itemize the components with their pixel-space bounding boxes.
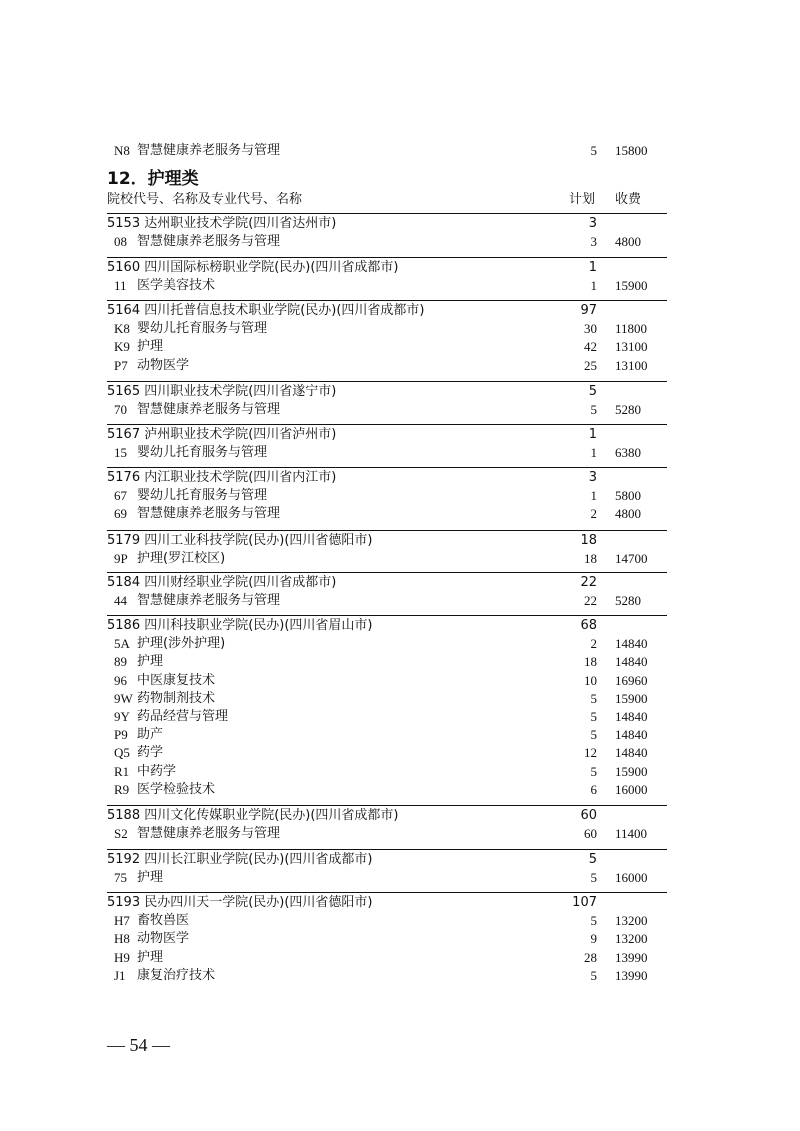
major-name: 婴幼儿托育服务与管理 (137, 488, 268, 504)
school-row (0, 617, 800, 635)
school-name: 5184 四川财经职业学院(四川省成都市) (107, 575, 337, 590)
major-plan: 5 (590, 763, 597, 779)
major-name: 婴幼儿托育服务与管理 (137, 445, 268, 461)
major-plan: 25 (584, 357, 597, 373)
major-code: J1 (114, 967, 126, 983)
major-fee: 15900 (615, 763, 648, 779)
school-name: 5193 民办四川天一学院(民办)(四川省德阳市) (107, 895, 373, 910)
school-total: 3 (588, 470, 597, 485)
major-code: 67 (114, 488, 127, 504)
major-row (0, 635, 800, 653)
page-number: — 54 — (107, 1035, 170, 1055)
major-code: 44 (114, 593, 127, 609)
school-total: 1 (588, 260, 597, 275)
school-total: 5 (588, 852, 597, 867)
major-name: 护理 (137, 654, 164, 670)
major-code: H7 (114, 913, 130, 929)
major-row (0, 401, 800, 419)
major-code: K9 (114, 339, 130, 355)
major-row (0, 930, 800, 948)
major-code: P9 (114, 727, 128, 743)
major-row (0, 320, 800, 338)
major-name: 婴幼儿托育服务与管理 (137, 321, 268, 337)
major-name: 中药学 (137, 763, 177, 779)
school-total: 18 (580, 533, 597, 548)
list-item (0, 142, 800, 160)
school-total: 5 (588, 384, 597, 399)
table-header (107, 190, 667, 210)
row-divider (107, 381, 667, 382)
school-name: 5165 四川职业技术学院(四川省遂宁市) (107, 384, 337, 399)
major-row (0, 653, 800, 671)
major-plan: 9 (590, 931, 597, 947)
major-row (0, 277, 800, 295)
major-name: 动物医学 (137, 931, 190, 947)
major-plan: 1 (590, 278, 597, 294)
major-name: 中医康复技术 (137, 672, 216, 688)
major-fee: 14840 (615, 727, 648, 743)
major-code: 70 (114, 402, 127, 418)
major-fee: 5280 (615, 402, 641, 418)
major-row (0, 233, 800, 251)
major-fee: 14840 (615, 654, 648, 670)
major-plan: 2 (590, 636, 597, 652)
major-plan: 18 (584, 551, 597, 567)
major-plan: 5 (590, 913, 597, 929)
major-plan: 1 (590, 488, 597, 504)
school-name: 5192 四川长江职业学院(民办)(四川省成都市) (107, 852, 373, 867)
school-total: 68 (580, 618, 597, 633)
section-title: 12．护理类 (107, 169, 199, 189)
major-plan: 5 (590, 967, 597, 983)
major-name: 助产 (137, 727, 164, 743)
major-fee: 5280 (615, 593, 641, 609)
school-name: 5186 四川科技职业学院(民办)(四川省眉山市) (107, 618, 373, 633)
row-divider (107, 530, 667, 531)
major-plan: 6 (590, 781, 597, 797)
row-divider (107, 424, 667, 425)
major-fee: 11800 (615, 321, 648, 337)
major-plan: 60 (584, 826, 597, 842)
major-plan: 12 (584, 745, 597, 761)
school-row (0, 302, 800, 320)
major-row (0, 869, 800, 887)
major-plan: 5 (590, 709, 597, 724)
major-row (0, 708, 800, 726)
major-name: 药品经营与管理 (137, 709, 229, 724)
major-name: 智慧健康养老服务与管理 (137, 402, 281, 418)
school-total: 22 (580, 575, 597, 590)
major-plan: 1 (590, 445, 597, 461)
school-name: 5176 内江职业技术学院(四川省内江市) (107, 470, 337, 485)
major-fee: 16000 (615, 870, 648, 886)
major-code: 9P (114, 551, 128, 567)
major-code: R1 (114, 763, 130, 779)
school-row (0, 383, 800, 401)
school-row (0, 532, 800, 550)
school-row (0, 259, 800, 277)
major-fee: 4800 (615, 506, 641, 522)
school-row (0, 851, 800, 869)
major-name: 智慧健康养老服务与管理 (137, 143, 281, 158)
major-row (0, 744, 800, 762)
major-name: 畜牧兽医 (137, 913, 190, 929)
major-name: 智慧健康养老服务与管理 (137, 593, 281, 609)
major-plan: 3 (590, 234, 597, 250)
major-code: 5A (114, 636, 130, 652)
row-divider (107, 257, 667, 258)
major-name: 智慧健康养老服务与管理 (137, 234, 281, 250)
major-plan: 5 (590, 143, 597, 158)
major-name: 护理 (137, 949, 164, 965)
major-row (0, 487, 800, 505)
major-code: K8 (114, 321, 130, 337)
major-plan: 30 (584, 321, 597, 337)
major-plan: 28 (584, 949, 597, 965)
major-code: 9W (114, 690, 133, 706)
header-fee: 收费 (615, 192, 642, 207)
major-code: 69 (114, 506, 127, 522)
major-plan: 5 (590, 690, 597, 706)
major-code: N8 (114, 143, 130, 158)
major-fee: 13200 (615, 913, 648, 929)
row-divider (107, 892, 667, 893)
major-code: 15 (114, 445, 127, 461)
school-total: 97 (580, 303, 597, 318)
major-fee: 5800 (615, 488, 641, 504)
header-plan: 计划 (569, 192, 596, 207)
major-name: 药学 (137, 745, 164, 761)
school-row (0, 426, 800, 444)
major-plan: 42 (584, 339, 597, 355)
major-fee: 14700 (615, 551, 648, 567)
major-code: 75 (114, 870, 127, 886)
major-row (0, 949, 800, 967)
major-name: 护理(罗江校区) (137, 551, 226, 567)
major-code: R9 (114, 781, 130, 797)
school-total: 3 (588, 216, 597, 231)
major-plan: 5 (590, 727, 597, 743)
row-divider (107, 300, 667, 301)
major-row (0, 967, 800, 985)
major-row (0, 672, 800, 690)
school-row (0, 807, 800, 825)
school-row (0, 469, 800, 487)
major-fee: 15900 (615, 690, 648, 706)
school-total: 60 (580, 808, 597, 823)
major-row (0, 912, 800, 930)
major-fee: 4800 (615, 234, 641, 250)
major-code: Q5 (114, 745, 130, 761)
major-name: 智慧健康养老服务与管理 (137, 506, 281, 522)
school-row (0, 574, 800, 592)
major-code: 9Y (114, 709, 130, 724)
major-name: 智慧健康养老服务与管理 (137, 826, 281, 842)
major-name: 护理(涉外护理) (137, 636, 226, 652)
major-row (0, 357, 800, 375)
header-school-major: 院校代号、名称及专业代号、名称 (107, 192, 303, 207)
major-code: S2 (114, 826, 128, 842)
row-divider (107, 467, 667, 468)
school-name: 5179 四川工业科技学院(民办)(四川省德阳市) (107, 533, 373, 548)
row-divider (107, 805, 667, 806)
major-fee: 13990 (615, 967, 648, 983)
major-name: 康复治疗技术 (137, 967, 216, 983)
major-code: 89 (114, 654, 127, 670)
major-fee: 14840 (615, 636, 648, 652)
major-name: 药物制剂技术 (137, 690, 216, 706)
school-total: 1 (588, 427, 597, 442)
school-name: 5153 达州职业技术学院(四川省达州市) (107, 216, 337, 231)
major-code: 11 (114, 278, 127, 294)
major-fee: 13100 (615, 357, 648, 373)
row-divider (107, 615, 667, 616)
major-row (0, 781, 800, 799)
major-row (0, 825, 800, 843)
major-plan: 5 (590, 402, 597, 418)
major-fee: 13200 (615, 931, 648, 947)
major-row (0, 338, 800, 356)
major-plan: 2 (590, 506, 597, 522)
major-row (0, 592, 800, 610)
major-fee: 13100 (615, 339, 648, 355)
major-fee: 6380 (615, 445, 641, 461)
major-fee: 15900 (615, 278, 648, 294)
major-row (0, 690, 800, 708)
major-fee: 16000 (615, 781, 648, 797)
major-row (0, 444, 800, 462)
major-row (0, 550, 800, 568)
school-name: 5188 四川文化传媒职业学院(民办)(四川省成都市) (107, 808, 399, 823)
major-code: H9 (114, 949, 130, 965)
major-code: 96 (114, 672, 127, 688)
major-name: 医学美容技术 (137, 278, 216, 294)
major-fee: 11400 (615, 826, 648, 842)
major-name: 护理 (137, 870, 164, 886)
major-fee: 14840 (615, 745, 648, 761)
row-divider (107, 572, 667, 573)
major-row (0, 763, 800, 781)
school-name: 5167 泸州职业技术学院(四川省泸州市) (107, 427, 337, 442)
school-name: 5160 四川国际标榜职业学院(民办)(四川省成都市) (107, 260, 399, 275)
school-name: 5164 四川托普信息技术职业学院(民办)(四川省成都市) (107, 303, 425, 318)
major-name: 医学检验技术 (137, 781, 216, 797)
major-plan: 22 (584, 593, 597, 609)
major-row (0, 505, 800, 523)
major-plan: 10 (584, 672, 597, 688)
major-fee: 15800 (615, 143, 648, 158)
school-row (0, 215, 800, 233)
major-fee: 16960 (615, 672, 648, 688)
major-row (0, 726, 800, 744)
major-name: 动物医学 (137, 357, 190, 373)
major-fee: 14840 (615, 709, 648, 724)
major-name: 护理 (137, 339, 164, 355)
row-divider (107, 213, 667, 214)
school-row (0, 894, 800, 912)
major-plan: 18 (584, 654, 597, 670)
major-code: H8 (114, 931, 130, 947)
major-code: P7 (114, 357, 128, 373)
major-code: 08 (114, 234, 127, 250)
major-fee: 13990 (615, 949, 648, 965)
row-divider (107, 849, 667, 850)
school-total: 107 (572, 895, 597, 910)
major-plan: 5 (590, 870, 597, 886)
